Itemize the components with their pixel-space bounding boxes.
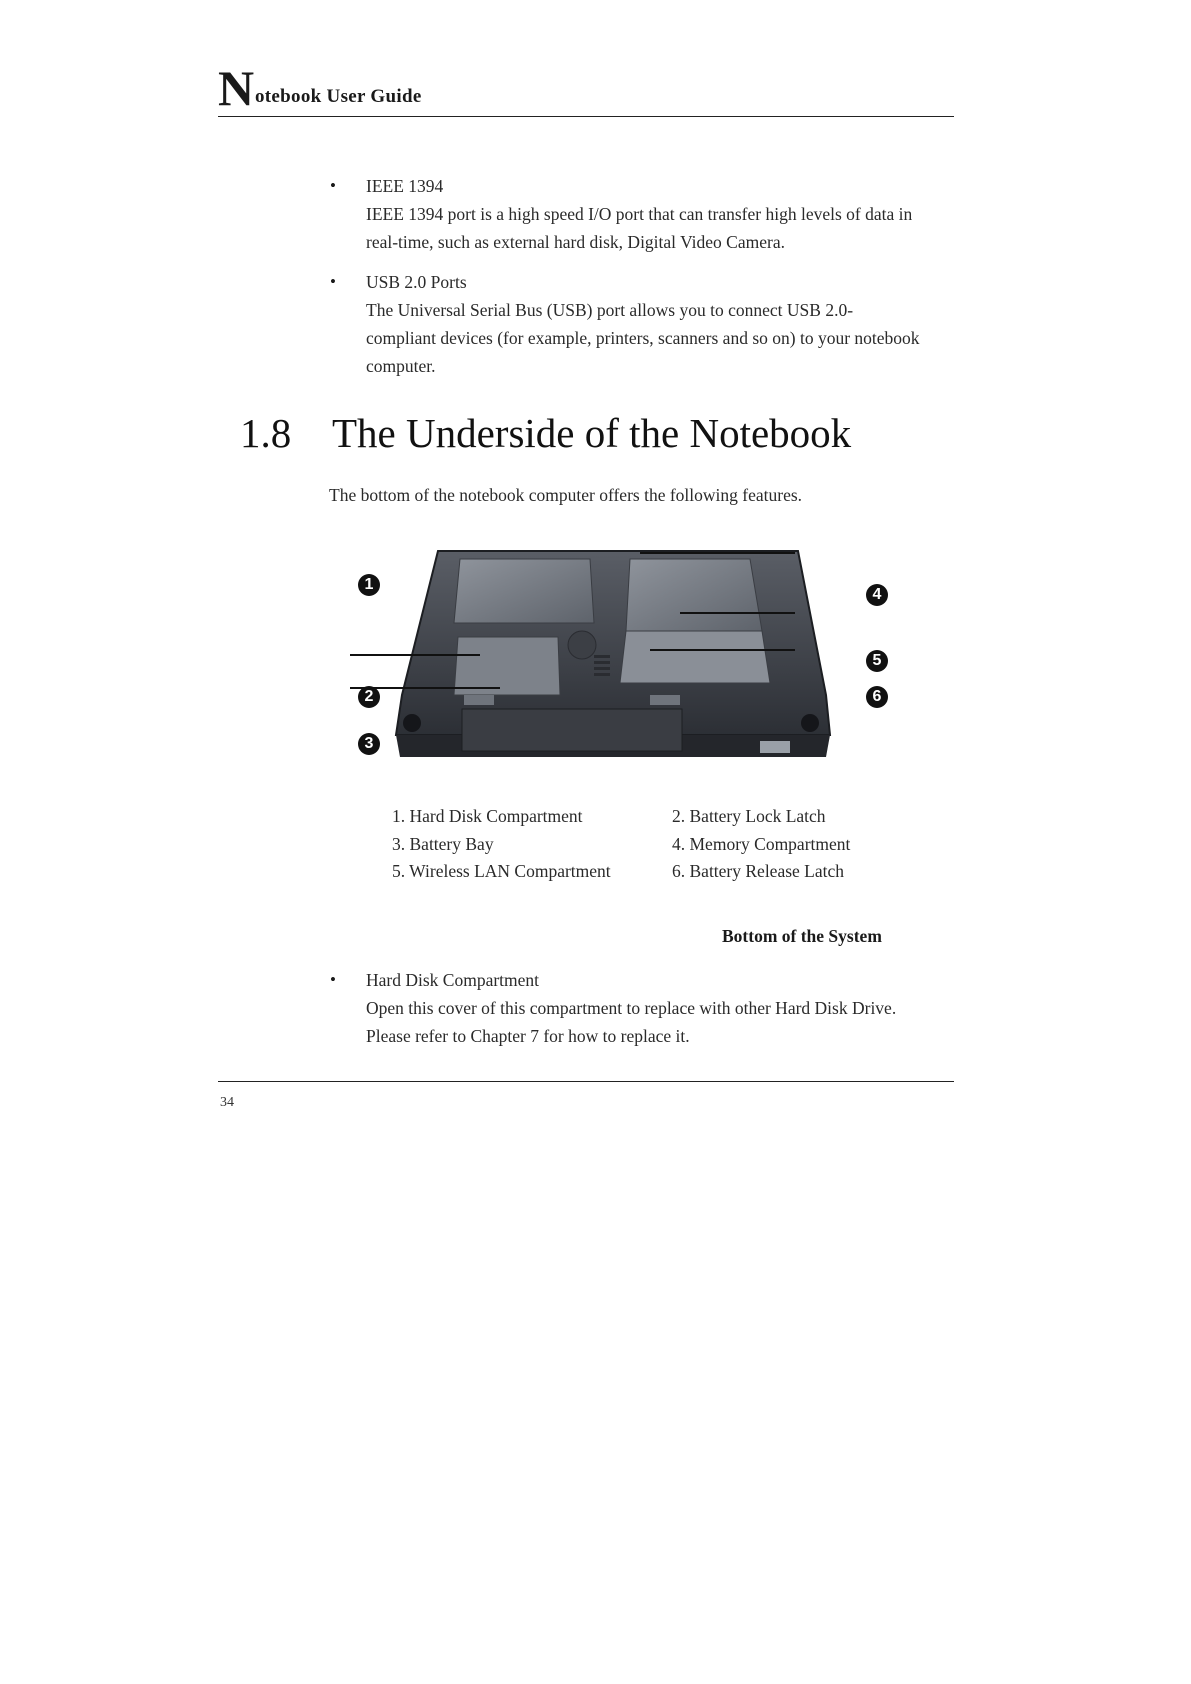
callout-3: 3 xyxy=(358,733,380,755)
bullet-body: IEEE 1394 port is a high speed I/O port that can transfer high levels of data in real-time, such as external hard disk, Digital Video Camera. xyxy=(366,204,913,252)
bullet-ieee1394 xyxy=(366,172,946,256)
bullet-title: USB 2.0 Ports xyxy=(366,272,467,292)
bullet-body: The Universal Serial Bus (USB) port allows you to connect USB 2.0-compliant devices (for example, printers, scanners and so on) to your notebook computer. xyxy=(366,300,920,376)
intro-paragraph: The bottom of the notebook computer offers the following features. xyxy=(329,485,803,505)
bullet-title: IEEE 1394 xyxy=(366,176,444,196)
callout-6: 6 xyxy=(866,686,888,708)
legend-item: 5. Wireless LAN Compartment xyxy=(392,861,611,881)
bullet-body: Open this cover of this compartment to replace with other Hard Disk Drive. Please refer to Chapter 7 for how to replace it. xyxy=(366,998,897,1046)
section-title: The Underside of the Notebook xyxy=(332,410,852,456)
legend-item: 6. Battery Release Latch xyxy=(672,861,845,881)
bullet-hard-disk xyxy=(366,966,946,1050)
legend-item: 1. Hard Disk Compartment xyxy=(392,806,583,826)
section-number: 1.8 xyxy=(240,410,292,456)
notebook-underside-figure xyxy=(350,545,900,770)
footer-rule xyxy=(218,1081,954,1082)
callout-4: 4 xyxy=(866,584,888,606)
callout-2: 2 xyxy=(358,686,380,708)
page-number: 34 xyxy=(220,1095,234,1110)
bullet-title: Hard Disk Compartment xyxy=(366,970,540,990)
callout-1: 1 xyxy=(358,574,380,596)
callout-5: 5 xyxy=(866,650,888,672)
legend-item: 2. Battery Lock Latch xyxy=(672,806,826,826)
figure-caption: Bottom of the System xyxy=(722,926,882,946)
legend-item: 3. Battery Bay xyxy=(392,834,494,854)
header-title: otebook User Guide xyxy=(255,86,422,107)
running-header xyxy=(218,58,954,117)
legend-item: 4. Memory Compartment xyxy=(672,834,851,854)
callout-layer xyxy=(350,545,900,770)
header-initial: N xyxy=(218,60,255,116)
bullet-usb xyxy=(366,268,946,380)
